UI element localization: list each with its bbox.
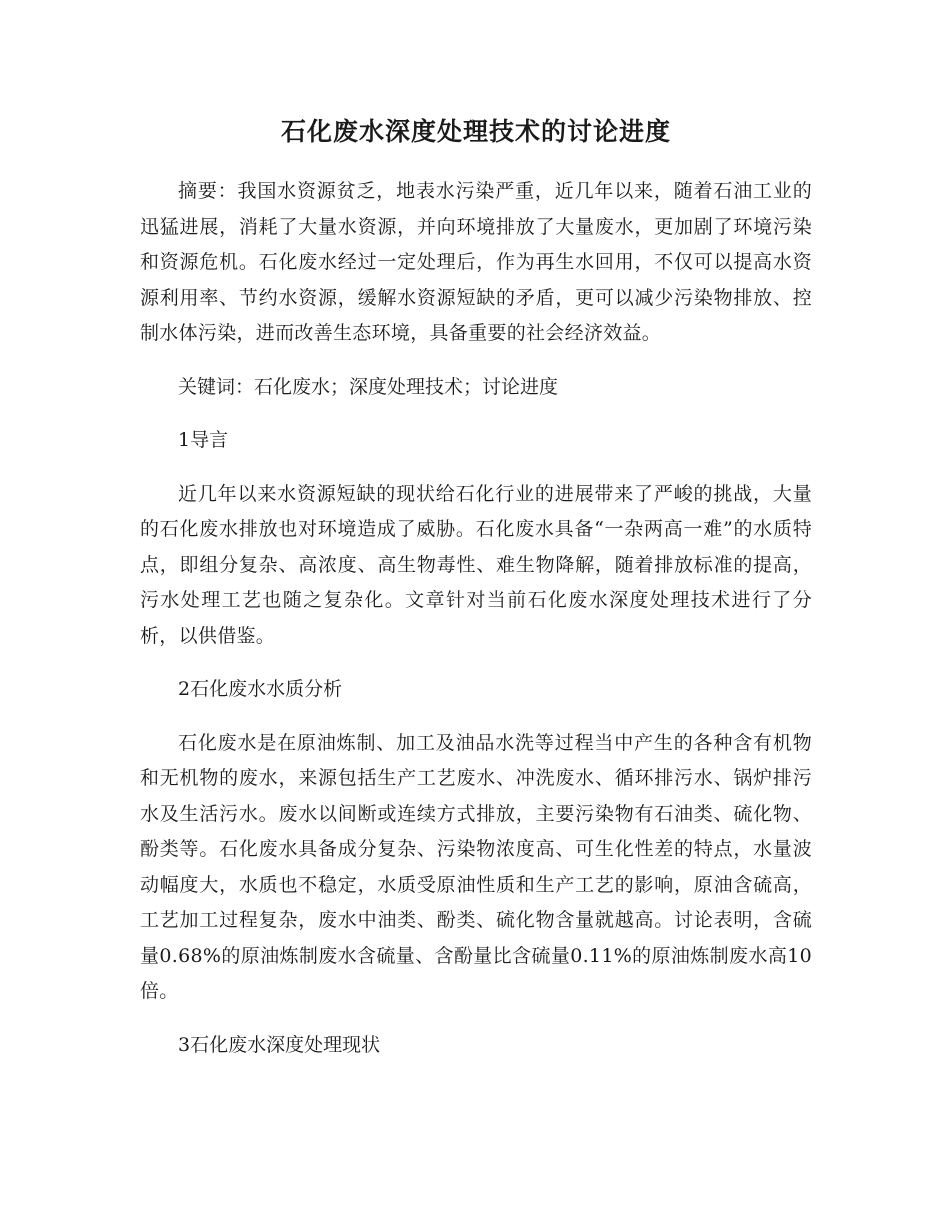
document-title: 石化废水深度处理技术的讨论进度 (280, 117, 671, 146)
spacer (140, 405, 812, 423)
section-2-paragraph: 石化废水是在原油炼制、加工及油品水洗等过程当中产生的各种含有机物和无机物的废水，来源包括生产工艺废水、冲洗废水、循环排污水、锅炉排污水及生活污水。废水以间断或连续方式排放，主要污染物有石油类、硫化物、酚类等。石化废水具备成分复杂、污染物浓度高、可生化性差的特点，水量波动幅度大，水质也不稳定，水质受原油性质和生产工艺的影响，原油含硫高，工艺加工过程复杂，废水中油类、酚类、硫化物含量就越高。讨论表明，含硫量0.68%的原油炼制废水含硫量、含酚量比含硫量0.11%的原油炼制废水高10倍。 (140, 731, 812, 1002)
spacer (140, 352, 812, 370)
document-page (140, 112, 812, 1063)
spacer (140, 1010, 812, 1028)
section-1-heading: 1导言 (178, 429, 229, 451)
section-3-heading: 3石化废水深度处理现状 (178, 1033, 381, 1056)
spacer (140, 459, 812, 477)
spacer (140, 654, 812, 672)
section-2-heading: 2石化废水水质分析 (178, 678, 343, 700)
section-1-paragraph: 近几年以来水资源短缺的现状给石化行业的进展带来了严峻的挑战，大量的石化废水排放也对环境造成了威胁。石化废水具备“一杂两高一难”的水质特点，即组分复杂、高浓度、高生物毒性、难生物降解，随着排放标准的提高，污水处理工艺也随之复杂化。文章针对当前石化废水深度处理技术进行了分析，以供借鉴。 (140, 482, 812, 647)
spacer (140, 708, 812, 726)
keywords-line: 关键词：石化废水；深度处理技术；讨论进度 (178, 375, 559, 398)
abstract-paragraph: 摘要：我国水资源贫乏，地表水污染严重，近几年以来，随着石油工业的迅猛进展，消耗了大量水资源，并向环境排放了大量废水，更加剧了环境污染和资源危机。石化废水经过一定处理后，作为再生水回用，不仅可以提高水资源利用率、节约水资源，缓解水资源短缺的矛盾，更可以减少污染物排放、控制水体污染，进而改善生态环境，具备重要的社会经济效益。 (140, 180, 812, 344)
